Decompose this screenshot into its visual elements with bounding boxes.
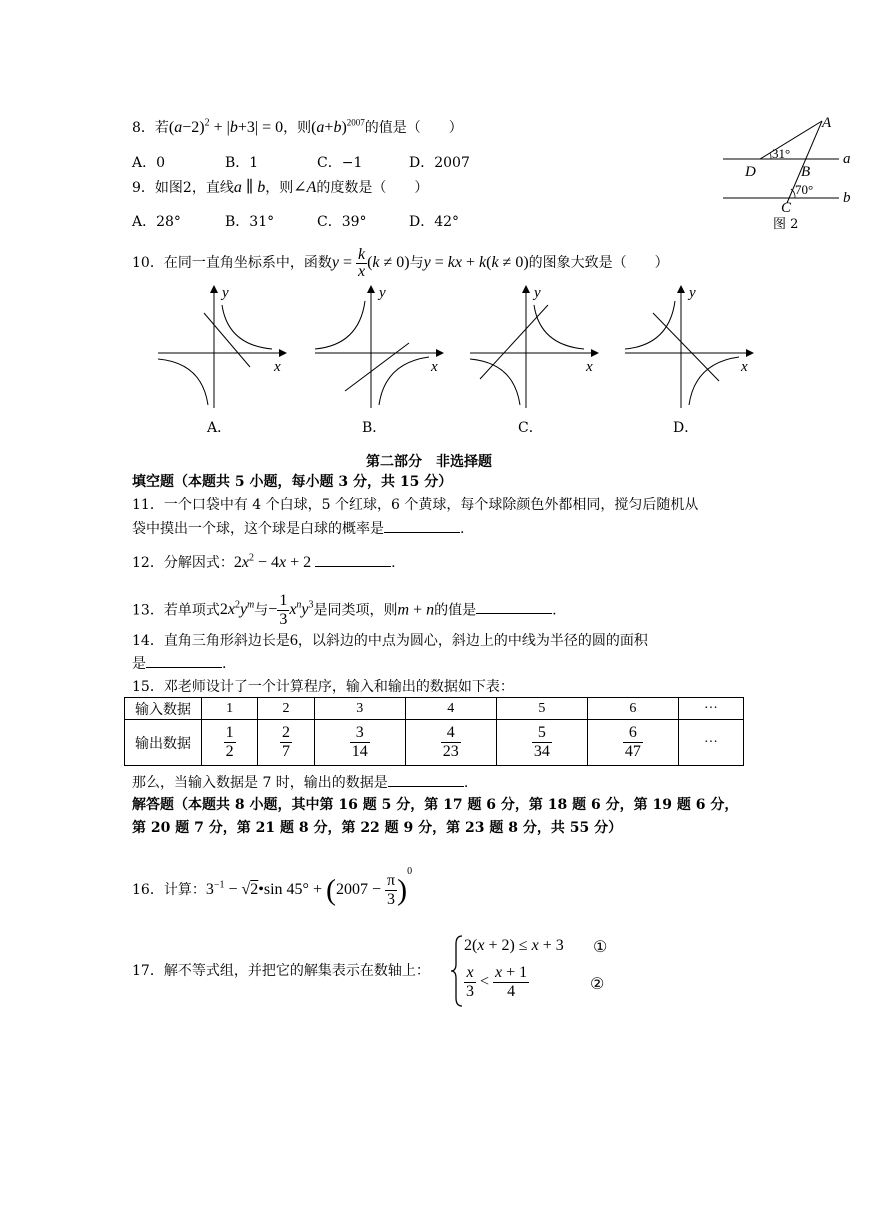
q14-text-a: 14．直角三角形斜边长是: [132, 633, 290, 649]
figure-2: [715, 108, 860, 233]
q10-label-a: A．: [207, 420, 232, 436]
q11-line1: 11．一个口袋中有 4 个白球，5 个红球，6 个黄球，每个球除颜色外都相同，搅匀后随机从: [132, 497, 699, 513]
q15-output-cell: [202, 720, 258, 766]
q17-mark-2: ②: [590, 974, 605, 993]
q10-graph-a: [150, 283, 295, 413]
q16-prefix: 16．计算：: [132, 882, 206, 898]
q8-expression: $(a+b)^{2007}$: [311, 117, 365, 136]
q9-option-b: B．31°: [225, 214, 275, 230]
q9-prefix: 9．如图2，直线: [132, 180, 234, 196]
q15-denominator: 23: [442, 743, 459, 760]
q14-line1: [132, 630, 648, 650]
q15-after: [132, 772, 468, 792]
q17-inequality-1: 2(x + 2) ≤ x + 3: [464, 937, 564, 954]
q15-input-cell: 2: [258, 698, 314, 720]
q15-input-cell: ···: [678, 698, 743, 720]
q13-answer-blank[interactable]: [476, 599, 552, 614]
q10-function-2: y = kx + k(k ≠ 0): [423, 254, 529, 271]
q8-equation: $(a-2)^2 + |b+3| = 0$: [168, 117, 284, 136]
graph-d-y: y: [689, 285, 696, 301]
q15-intro: 15．邓老师设计了一个计算程序，输入和输出的数据如下表：: [132, 679, 514, 695]
fig2-label-D: D: [745, 164, 756, 180]
q8-option-a: A．0: [132, 155, 166, 171]
q15-input-header: 输入数据: [125, 698, 202, 720]
q15-answer-blank[interactable]: [388, 772, 464, 787]
q15-input-cell: 5: [496, 698, 587, 720]
q15-numerator: 2: [282, 724, 291, 741]
q15-numerator: 3: [350, 724, 370, 743]
q12-prefix: 12．分解因式：: [132, 555, 234, 571]
q15-output-cell: ···: [678, 720, 743, 766]
q8-option-c: C．−1: [317, 155, 363, 171]
fig2-label-a: a: [843, 151, 851, 167]
q15-denominator: 14: [351, 743, 368, 760]
q14-end: .: [222, 656, 227, 672]
q17-brace: [450, 934, 464, 1008]
q8-suffix: 的值是（ ）: [364, 120, 463, 136]
graph-b-y: y: [379, 285, 386, 301]
q14-text-b: ，以斜边的中点为圆心，斜边上的中线为半径的圆的面积: [297, 633, 648, 649]
q15-after-text: 那么，当输入数据是 7 时，输出的数据是: [132, 775, 388, 791]
q10-label-d: D．: [673, 420, 699, 436]
q11-end: .: [460, 521, 465, 537]
q8-option-d: D．2007: [409, 155, 470, 171]
q15-output-header: 输出数据: [125, 720, 202, 766]
q14-answer-blank[interactable]: [146, 653, 222, 668]
q15-numerator: 1: [225, 724, 234, 741]
q12-expression: $2x^2 - 4x + 2$: [233, 552, 316, 571]
q15-denominator: 34: [533, 743, 550, 760]
q15-numerator: 4: [441, 724, 461, 743]
q13-suffix: 的值是: [434, 602, 477, 619]
q15-output-row: [125, 720, 744, 766]
q9-option-a: A．28°: [132, 214, 181, 230]
q15-input-cell: 6: [587, 698, 678, 720]
q10-graph-c: [462, 283, 607, 413]
q17-inequality-2: $\frac{x}{3}$ < $\frac{x + 1}{4}$: [466, 964, 528, 1000]
q15-output-cell: [314, 720, 405, 766]
q10-graph-b: [307, 283, 452, 413]
solve-header-line1: 解答题（本题共 8 小题，其中第 16 题 5 分，第 17 题 6 分，第 18 题 6 分，第 19 题 6 分，: [132, 797, 739, 813]
graph-b-x: x: [431, 359, 438, 375]
q9-parallel: a ∥ b: [233, 179, 266, 196]
q10-graph-d: [617, 283, 762, 413]
q15-numerator: 6: [623, 724, 643, 743]
q17-mark-1: ①: [593, 937, 608, 956]
q10-function-1: y = $\frac{k}{x}$ (k ≠ 0): [331, 245, 410, 280]
q10-suffix: 的图象大致是（ ）: [528, 255, 669, 271]
q9-middle: ，则: [265, 180, 294, 196]
question-9: [132, 177, 428, 197]
q15-input-cell: 3: [314, 698, 405, 720]
q13-middle: 与: [254, 602, 269, 619]
q13-middle2: 是同类项，则: [313, 602, 398, 619]
q15-output-cell: [258, 720, 314, 766]
question-12: [132, 552, 396, 572]
q9-option-c: C．39°: [317, 214, 367, 230]
question-8: [132, 117, 463, 137]
q10-middle: 与: [409, 255, 424, 271]
q15-denominator: 47: [624, 743, 641, 760]
question-16: [132, 850, 413, 908]
q12-end: .: [391, 555, 396, 571]
q15-end: .: [463, 775, 469, 791]
q8-middle: ，则: [283, 120, 312, 136]
q11-answer-blank[interactable]: [384, 518, 460, 533]
fig2-label-B: B: [801, 164, 811, 180]
graph-c-y: y: [534, 285, 541, 301]
q15-input-row: [125, 698, 744, 720]
fig2-caption: 图 2: [773, 217, 799, 232]
q15-numerator: 5: [532, 724, 552, 743]
q14-line2: [132, 653, 226, 673]
fig2-angle-70: 70°: [795, 182, 814, 197]
q9-option-d: D．42°: [409, 214, 460, 230]
q15-input-cell: 1: [202, 698, 258, 720]
q17-prefix: 17．解不等式组，并把它的解集表示在数轴上：: [132, 963, 430, 979]
graph-c-x: x: [586, 359, 593, 375]
q13-sum: m + n: [397, 601, 435, 619]
q12-answer-blank[interactable]: [315, 552, 391, 567]
fig2-label-C: C: [781, 200, 792, 216]
question-11: [132, 518, 464, 538]
graph-d-x: x: [741, 359, 748, 375]
q15-denominator: 7: [282, 743, 291, 760]
q9-angle: ∠A: [293, 179, 317, 196]
graph-a-x: x: [274, 359, 281, 375]
q13-monomial-2: − $\frac{1}{3}$ $x^ny^3$: [268, 592, 314, 629]
q15-output-cell: [405, 720, 496, 766]
q14-number: 6: [289, 632, 298, 649]
fill-in-header: 填空题（本题共 5 小题，每小题 3 分，共 15 分）: [132, 474, 453, 490]
question-13: [132, 585, 557, 627]
q10-label-c: C．: [518, 420, 543, 436]
q14-text-c: 是: [132, 656, 146, 672]
q13-end: .: [552, 602, 557, 619]
q8-option-b: B．1: [225, 155, 259, 171]
q15-output-cell: [587, 720, 678, 766]
question-10: [132, 245, 669, 281]
q9-suffix: 的度数是（ ）: [316, 180, 429, 196]
q15-table: [124, 697, 744, 766]
q10-label-b: B．: [362, 420, 387, 436]
q8-prefix: 8．若: [132, 120, 169, 136]
fig2-label-A: A: [822, 115, 832, 131]
q15-input-cell: 4: [405, 698, 496, 720]
q11-line2: 袋中摸出一个球，这个球是白球的概率是: [132, 521, 384, 537]
q15-denominator: 2: [225, 743, 234, 760]
q10-prefix: 10．在同一直角坐标系中，函数: [132, 255, 332, 271]
q13-prefix: 13．若单项式: [132, 602, 220, 619]
q16-expression: $3^{-1}$ − √2•sin 45° + (2007 − $\frac{\pi}{3}$ )$^0$: [205, 866, 413, 908]
fig2-angle-31: 31°: [772, 146, 791, 161]
q13-monomial-1: $2x^2y^m$: [219, 600, 255, 619]
solve-header-line2: 第 20 题 7 分，第 21 题 8 分，第 22 题 9 分，第 23 题 8 分，共 55 分）: [132, 820, 623, 836]
q15-output-cell: [496, 720, 587, 766]
part2-title: 第二部分 非选择题: [366, 454, 492, 470]
fig2-label-b: b: [843, 190, 851, 206]
graph-a-y: y: [222, 285, 229, 301]
